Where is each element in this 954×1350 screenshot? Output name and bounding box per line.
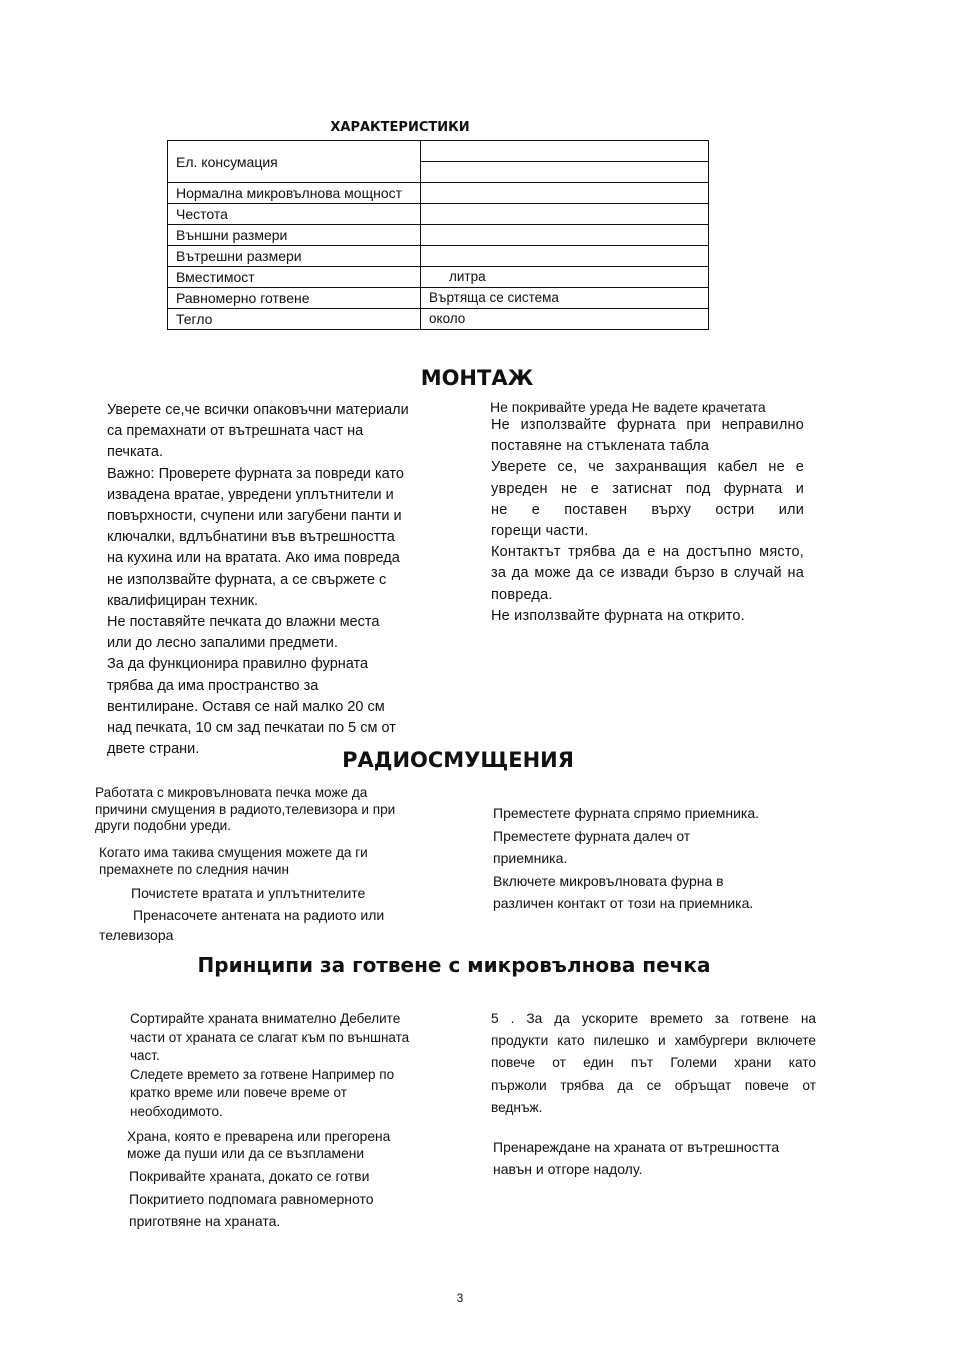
text-line: може да пуши или да се възпламени (127, 1146, 365, 1161)
montage-right-text (491, 415, 804, 627)
text-line: приемника. (493, 850, 568, 866)
text-line: ключалки, вдлъбнатини във вътрешността (107, 529, 395, 546)
text-line: част. (130, 1048, 160, 1063)
table-row (168, 288, 709, 309)
spec-label: Честота (168, 204, 421, 225)
cooking-left-a (130, 1010, 460, 1121)
spec-value (421, 183, 709, 204)
spec-label: Вместимост (168, 267, 421, 288)
text-line: Не поставяйте печката до влажни места (107, 614, 380, 631)
montage-right-first: Не покривайте уреда Не вадете крачетата (490, 399, 766, 415)
text-line: квалифициран техник. (107, 592, 259, 609)
text-line: извадена вратае, увредени уплътнители и (107, 486, 394, 503)
text-line: кратко време или повече време от (130, 1085, 347, 1100)
text-line: части от храната се слагат към по външната (130, 1029, 410, 1045)
radio-item-1: Почистете вратата и уплътнителите (131, 885, 366, 901)
text-line: Следете времето за готвене Например по (130, 1066, 395, 1082)
cooking-left-c (129, 1165, 459, 1233)
text-line: Сортирайте храната внимателно Дебелите (130, 1011, 401, 1026)
text-line: Преместете фурната далеч от (493, 827, 691, 844)
text-line: горещи части. (491, 523, 589, 540)
text-line: Контактът трябва да е на достъпно място, (491, 544, 804, 561)
spec-label: Нормална микровълнова мощност (168, 183, 421, 204)
specs-title: ХАРАКТЕРИСТИКИ (330, 120, 470, 135)
text-line: вентилиране. Оставя се най малко 20 см (107, 698, 385, 715)
text-line: Преместете фурната спрямо приемника. (493, 805, 760, 821)
text-line: повреда. (491, 586, 553, 603)
text-line: премахнете по следния начин (99, 861, 290, 877)
text-line: Включете микровълновата фурна в (493, 872, 724, 889)
table-row (168, 225, 709, 246)
text-line: 5 . За да ускорите времето за готвене на (491, 1011, 816, 1026)
text-line: не използвайте фурната, а се свържете с (107, 571, 387, 588)
table-row (168, 141, 709, 162)
text-line: над печката, 10 см зад печкатаи по 5 см от (107, 720, 396, 737)
section-heading-cooking: Принципи за готвене с микровълнова печка (197, 953, 711, 977)
text-line: Покривайте храната, докато се готви (129, 1168, 370, 1184)
text-line: повече от един път Големи храни като (491, 1055, 816, 1071)
text-line: продукти като пилешко и хамбургери включете (491, 1033, 816, 1049)
cooking-left-b (127, 1128, 457, 1162)
text-line: приготвяне на храната. (129, 1213, 281, 1229)
table-row (168, 267, 709, 288)
spec-value: Въртяща се система (421, 288, 709, 309)
specs-table (167, 140, 709, 330)
radio-fix-intro (99, 845, 459, 878)
spec-value (421, 204, 709, 225)
text-line: пържоли трябва да се обръщат повече от (491, 1077, 816, 1093)
text-line: или до лесно запалими предмети. (107, 635, 338, 652)
text-line: Важно: Проверете фурната за повреди като (107, 465, 404, 482)
section-heading-radio: РАДИОСМУЩЕНИЯ (342, 748, 574, 772)
section-heading-montage: МОНТАЖ (420, 366, 534, 390)
spec-label: Външни размери (168, 225, 421, 246)
text-line: Покритието подпомага равномерното (129, 1190, 374, 1207)
spec-label: Вътрешни размери (168, 246, 421, 267)
table-row (168, 309, 709, 330)
spec-label: Ел. консумация (168, 141, 421, 183)
spec-label: Равномерно готвене (168, 288, 421, 309)
text-line: за да може да се извади бързо в случай на (491, 565, 804, 582)
spec-value: литра (421, 267, 709, 288)
text-line: са премахнати от вътрешната част на (107, 423, 364, 440)
text-line: необходимото. (130, 1103, 223, 1119)
text-line: Уверете се,че всички опаковъчни материали (107, 402, 409, 418)
text-line: навън и отгоре надолу. (493, 1161, 643, 1177)
table-row (168, 204, 709, 225)
cooking-right-a (491, 1008, 816, 1119)
text-line: различен контакт от този на приемника. (493, 895, 754, 911)
cooking-right-b (493, 1136, 823, 1180)
text-line: Храна, която е преварена или прегорена (127, 1129, 391, 1144)
montage-left-text (107, 400, 457, 760)
spec-value: около (421, 309, 709, 330)
text-line: За да функционира правилно фурната (107, 656, 369, 673)
text-line: не е поставен върху остри или (491, 501, 804, 518)
spec-value (421, 141, 709, 162)
text-line: на кухина или на вратата. Ако има повреда (107, 550, 400, 567)
table-row (168, 183, 709, 204)
radio-intro (95, 785, 455, 835)
spec-value-extra (421, 162, 709, 183)
text-line: веднъж. (491, 1099, 543, 1115)
text-line: повърхности, счупени или загубени панти и (107, 508, 402, 525)
radio-item-2: Пренасочете антената на радиото или (133, 907, 385, 923)
text-line: Не използвайте фурната на открито. (491, 607, 745, 624)
spec-value (421, 225, 709, 246)
text-line: двете страни. (107, 741, 200, 758)
page-number: 3 (456, 1291, 464, 1305)
text-line: Не използвайте фурната при неправилно (491, 417, 804, 433)
spec-label: Тегло (168, 309, 421, 330)
text-line: увреден не е затиснат под фурната и (491, 480, 804, 497)
text-line: Работата с микровълновата печка може да (95, 785, 368, 800)
radio-right-text (493, 802, 813, 915)
radio-item-2-cont: телевизора (99, 927, 174, 943)
text-line: Когато има такива смущения можете да ги (99, 845, 368, 860)
table-row (168, 246, 709, 267)
spec-value (421, 246, 709, 267)
text-line: Пренареждане на храната от вътрешността (493, 1139, 780, 1155)
text-line: причини смущения в радиото,телевизора и при (95, 801, 396, 817)
text-line: поставяне на стъклената табла (491, 438, 710, 455)
text-line: трябва да има пространство за (107, 677, 319, 694)
text-line: други подобни уреди. (95, 818, 232, 834)
text-line: печката. (107, 444, 163, 461)
text-line: Уверете се, че захранващия кабел не е (491, 459, 804, 476)
